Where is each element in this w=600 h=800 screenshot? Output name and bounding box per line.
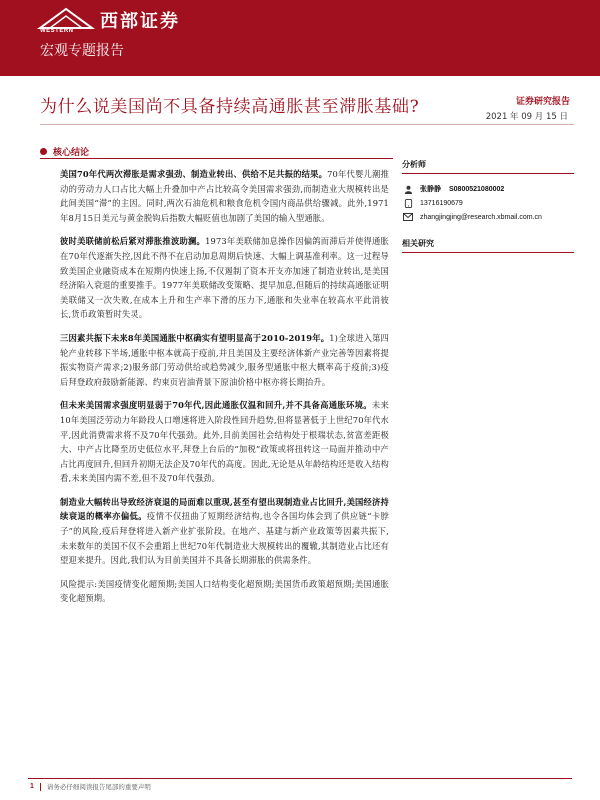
risk-warning-text: 风险提示:美国疫情变化超预期;美国人口结构变化超预期;美国货币政策超预期;美国通胀变化超预期。 xyxy=(60,578,389,604)
analyst-email-row xyxy=(402,210,574,224)
person-icon xyxy=(402,185,414,194)
paragraph-lead: 制造业大幅转出导致经济衰退的局面难以重现,甚至有望出现制造业占比回升,美国经济持续衰退的概率亦偏低。 xyxy=(60,496,389,522)
logo-chinese-text: 西部证券 xyxy=(100,11,180,32)
analyst-phone: 13716190679 xyxy=(420,199,463,207)
page-footer xyxy=(30,782,151,791)
analyst-email[interactable]: zhangjingjing@research.xbmail.com.cn xyxy=(420,213,542,221)
paragraph xyxy=(60,398,389,486)
risk-warning xyxy=(60,577,389,606)
title-divider xyxy=(40,124,574,125)
footer-separator xyxy=(40,783,41,791)
section-title: 核心结论 xyxy=(53,147,90,158)
footer-disclaimer: 请务必仔细阅读报告尾部的重要声明 xyxy=(46,783,151,791)
report-label: 证券研究报告 xyxy=(515,97,570,107)
email-icon xyxy=(402,213,414,221)
paragraph-body: 1)全球进入第四轮产业转移下半场,通胀中枢本就高于疫前,并且美国及主要经济体新产业完善等因素将提振实物资产需求;2)服务部门劳动供给或趋势减少,服务型通胀中枢大概率高于疫前;3)疫后拜登政府鼓励新能源、约束页岩油背景下原油价格中枢亦将长期抬升。 xyxy=(60,332,390,387)
report-type: 宏观专题报告 xyxy=(40,43,124,59)
paragraph xyxy=(60,495,389,568)
paragraph xyxy=(60,234,389,322)
paragraph-lead: 彼时美联储前松后紧对滞胀推波助澜。 xyxy=(60,236,206,247)
footer-divider xyxy=(28,778,572,779)
report-date: 2021 年 09 月 15 日 xyxy=(485,112,568,122)
core-conclusions-body xyxy=(60,167,389,615)
paragraph-body: 70年代婴儿潮推动的劳动力人口占比大幅上升叠加中产占比较高令美国需求强劲,而制造业大规模转出是此间美国“滞”的主因。同时,两次石油危机和粮食危机令国内商品供给骤减。此外,1971年8月15日美元与黄金脱钩后指数大幅贬值也加剧了美国的输入型通胀。 xyxy=(60,169,389,223)
bullet-icon xyxy=(40,148,47,155)
paragraph-body: 疫情不仅扭曲了短期经济结构,也令各国均体会到了供应链“卡脖子”的风险,疫后拜登将进入新产业扩张阶段。在地产、基建与新产业政策等因素共振下,未来数年的美国不仅不会重蹈上世纪70年代制造业大规模转出的覆辙,其制造业占比还有望迎来提升。因此,我们认为目前美国并不具备长期滞胀的供需条件。 xyxy=(60,511,389,566)
analyst-name-row xyxy=(402,182,574,196)
paragraph-lead: 美国70年代两次滞胀是需求强劲、制造业转出、供给不足共振的结果。 xyxy=(60,169,328,179)
paragraph-body: 未来10年美国泛劳动力年龄段人口增速将进入阶段性回升趋势,但将显著低于上世纪70年代水平,因此消费需求将不及70年代强劲。此外,目前美国社会结构处于根瑞状态,贫富差距极大、中产占比降至历史低位水平,拜登上台后的“加税”政策或将扭转这一局面并推动中产占比再度回升,但回升初期无法企及70年代的高度。因此,无论是从年龄结构还是收入结构看,未来美国内需不差,但不及70年代强劲。 xyxy=(60,400,389,484)
analyst-name: 张静静 xyxy=(420,185,441,193)
logo-english-text: WESTERN xyxy=(40,28,74,34)
paragraph-body: 1973年美联储加息操作因偏鸽而滞后并使得通胀在70年代逐渐失控,因此不得不在启动加息周期后快速、大幅上调基准利率。这一过程导致美国企业融资成本在短期内快速上扬,不仅遏制了资本开支亦加速了制造业转出,是美国经济陷入衰退的重要推手。1977年美联储改变策略、提早加息,但随后的持续高通胀证明美联储又一次失败,在成本上升和生产率下滑的压力下,通胀和失业率在较高水平此消彼长,货币政策暂时失灵。 xyxy=(60,236,389,320)
paragraph xyxy=(60,331,389,389)
paragraph-lead: 但未来美国需求强度明显弱于70年代,因此通胀仅温和回升,并不具备高通胀环境。 xyxy=(60,400,372,411)
analyst-phone-row xyxy=(402,196,574,210)
section-heading xyxy=(40,144,89,158)
paragraph-lead: 三因素共振下未来8年美国通胀中枢确实有望明显高于2010-2019年。 xyxy=(60,332,330,343)
report-title: 为什么说美国尚不具备持续高通胀甚至滞胀基础? xyxy=(40,97,420,117)
sidebar xyxy=(402,159,574,261)
analyst-heading: 分析师 xyxy=(402,159,574,174)
section-divider xyxy=(40,158,393,159)
paragraph xyxy=(60,167,389,225)
related-research-heading: 相关研究 xyxy=(402,238,574,253)
page-number: 1 xyxy=(30,783,34,790)
phone-icon xyxy=(402,199,414,208)
report-header xyxy=(0,0,600,76)
analyst-certificate: S0800521080002 xyxy=(449,185,505,193)
